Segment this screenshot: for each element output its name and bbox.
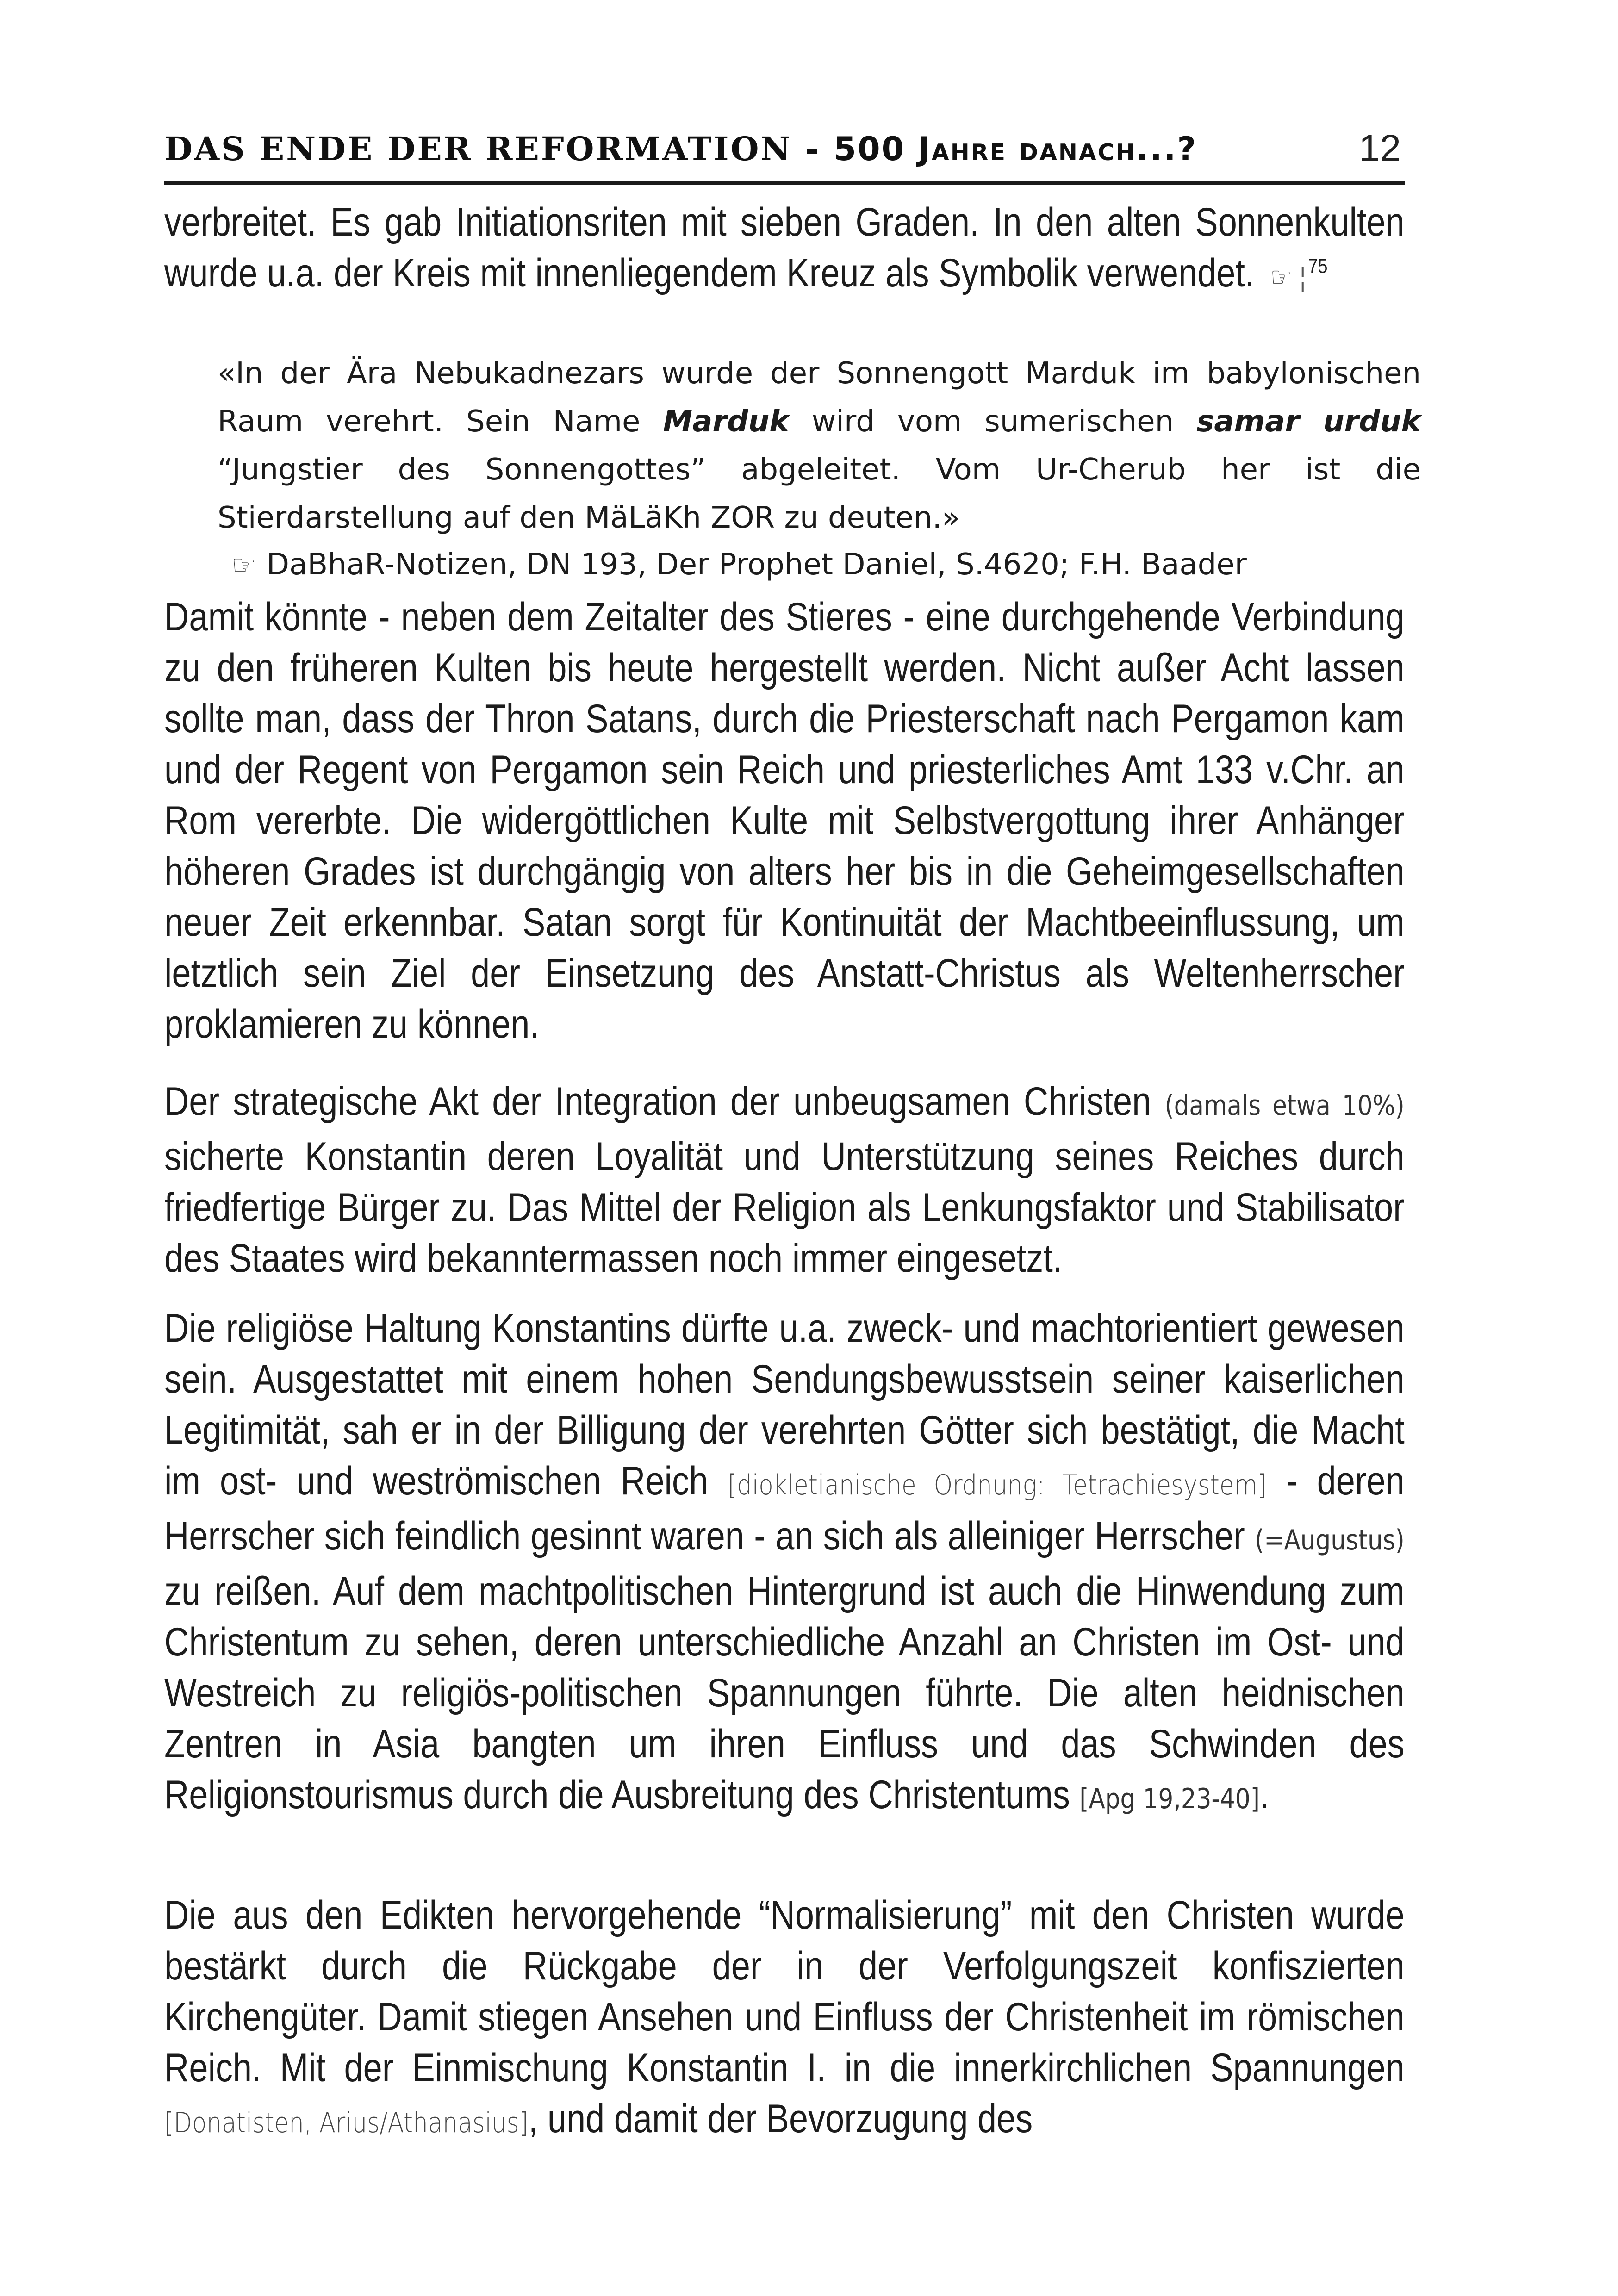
paragraph-2 — [164, 591, 1405, 1050]
quote-term-marduk: Marduk — [663, 404, 789, 439]
block-quote — [218, 349, 1421, 542]
pointing-hand-icon: ☞ — [1270, 261, 1292, 292]
running-title — [164, 130, 1197, 168]
paragraph-4-note-augustus: (=Augustus) — [1255, 1524, 1405, 1556]
paragraph-4-text-1: Die religiöse Haltung Konstantins dürfte u.a. zweck- und machtorientiert gewesen sein. Ausgestattet mit einem hohen Sendungsbewusstsein seiner kaiserlichen Legitimität, sah er in der Billigung der verehrten Götter sich bestätigt, die Macht im ost- und weströmischen Reich — [164, 1306, 1405, 1503]
quote-source — [231, 541, 1412, 589]
paragraph-5-text-1: Die aus den Edikten hervorgehende “Normalisierung” mit den Christen wurde bestärkt durch die Rückgabe der in der Verfolgungszeit konfiszierten Kirchengüter. Damit stiegen Ansehen und Einfluss der Christenheit im römischen Reich. Mit der Einmischung Konstantin I. in die innerkirchlichen Spannungen — [164, 1893, 1405, 2090]
paragraph-5 — [164, 1890, 1405, 2148]
book-title: DAS ENDE DER REFORMATION — [164, 130, 792, 168]
quote-text-2: wird vom sumerischen — [789, 404, 1197, 439]
paragraph-1-text: verbreitet. Es gab Initiationsriten mit sieben Graden. In den alten Sonnenkulten wurde u.a. der Kreis mit innenliegendem Kreuz als Symbolik verwendet. — [164, 200, 1405, 295]
quote-source-text: DaBhaR-Notizen, DN 193, Der Prophet Daniel, S.4620; F.H. Baader — [266, 548, 1247, 582]
footnote-number: 75 — [1308, 255, 1328, 278]
quote-text-3: “Jungstier des Sonnengottes” abgeleitet. Vom Ur-Cherub her ist die Stierdarstellung auf den MäLäKh ZOR zu deuten.» — [218, 453, 1421, 535]
footnote-marker: ¦ — [1300, 262, 1306, 292]
paragraph-4-text-4: . — [1259, 1773, 1270, 1817]
bible-reference: [Apg 19,23-40] — [1079, 1783, 1260, 1815]
quote-term-samar-urduk: samar urduk — [1196, 404, 1421, 439]
title-separator: - — [792, 130, 834, 168]
paragraph-3 — [164, 1076, 1405, 1284]
paragraph-3-note: (damals etwa 10%) — [1164, 1089, 1405, 1122]
paragraph-4-text-2: - deren Herrscher sich feindlich gesinnt waren - an sich als alleiniger Herrscher — [164, 1459, 1405, 1558]
pointing-hand-icon: ☞ — [231, 549, 256, 581]
paragraph-4-text-3: zu reißen. Auf dem machtpolitischen Hintergrund ist auch die Hinwendung zum Christentum zu sehen, deren unterschiedliche Anzahl an Christen im Ost- und Westreich zu religiös-politischen Spannungen führte. Die alten heidnischen Zentren in Asia bangten um ihren Einfluss und das Schwinden des Religionstourismus durch die Ausbreitung des Christentums — [164, 1569, 1405, 1817]
paragraph-5-text-2: , und damit der Bevorzugung des — [528, 2097, 1033, 2141]
paragraph-3-text-2: sicherte Konstantin deren Loyalität und Unterstützung seines Reiches durch friedfertige Bürger zu. Das Mittel der Religion als Lenkungsfaktor und Stabilisator des Staates wird bekanntermassen noch immer eingesetzt. — [164, 1134, 1405, 1281]
paragraph-1 — [164, 197, 1405, 303]
book-subtitle: 500 Jahre danach...? — [834, 130, 1198, 168]
quote-text-1: «In der Ära Nebukadnezars wurde der Sonnengott Marduk im babylonischen Raum verehrt. Sein Name — [218, 356, 1421, 439]
paragraph-4-note-ordnung: [diokletianische Ordnung: Tetrachiesystem] — [728, 1469, 1267, 1501]
page-number: 12 — [1358, 127, 1401, 169]
running-header — [164, 121, 1405, 185]
paragraph-3-text-1: Der strategische Akt der Integration der unbeugsamen Christen — [164, 1079, 1165, 1124]
paragraph-2-text: Damit könnte - neben dem Zeitalter des Stieres - eine durchgehende Verbindung zu den früheren Kulten bis heute hergestellt werden. Nicht außer Acht lassen sollte man, dass der Thron Satans, durch die Priesterschaft nach Pergamon kam und der Regent von Pergamon sein Reich und priesterliches Amt 133 v.Chr. an Rom vererbte. Die widergöttlichen Kulte mit Selbstvergottung ihrer Anhänger höheren Grades ist durchgängig von alters her bis in die Geheimgesellschaften neuer Zeit erkennbar. Satan sorgt für Kontinuität der Machtbeeinflussung, um letztlich sein Ziel der Einsetzung des Anstatt-Christus als Weltenherrscher proklamieren zu können. — [164, 595, 1405, 1046]
paragraph-4 — [164, 1303, 1405, 1824]
paragraph-5-note: [Donatisten, Arius/Athanasius] — [164, 2107, 529, 2139]
